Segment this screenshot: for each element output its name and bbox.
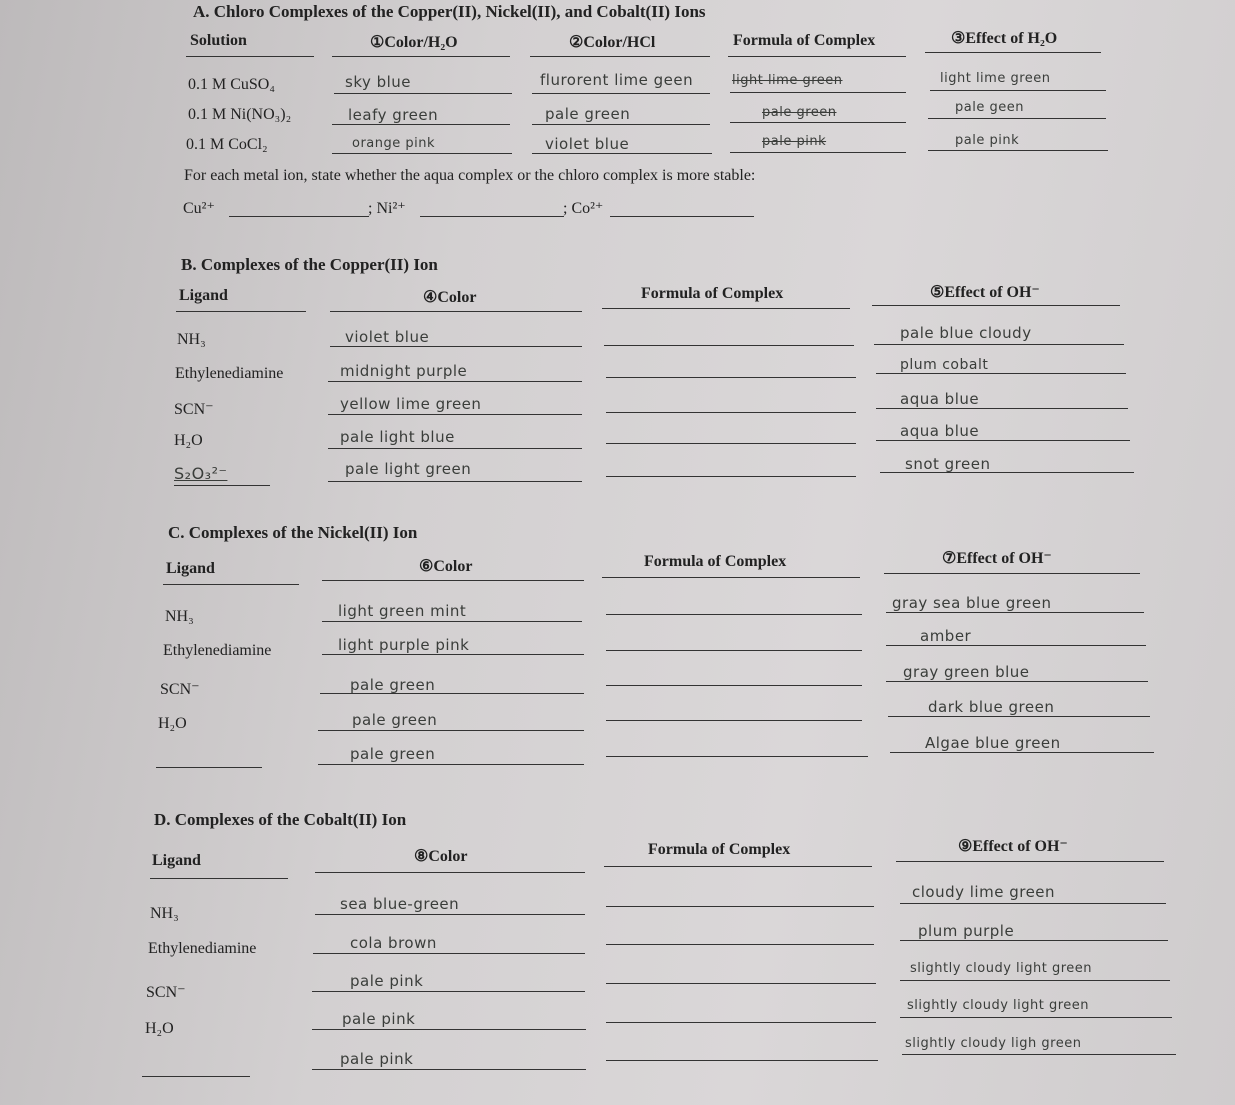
ligand-ethylenediamine: Ethylenediamine <box>163 642 272 659</box>
ligand-scn: SCN⁻ <box>160 681 200 698</box>
header-ligand: Ligand <box>166 560 215 577</box>
cu-scn-effect: aqua blue <box>900 390 980 408</box>
cuso4-color-h2o: sky blue <box>345 73 412 91</box>
cocl2-effect-h2o: pale pink <box>955 133 1020 148</box>
ligand-nh3: NH₃ <box>150 905 179 922</box>
cuso4-color-hcl: flurorent lime geen <box>540 71 694 89</box>
cu-s2o3-color: pale light green <box>345 460 472 478</box>
header-color: ⑧Color <box>414 848 468 865</box>
section-c-title: C. Complexes of the Nickel(II) Ion <box>168 523 418 542</box>
cocl2-color-hcl: violet blue <box>545 135 630 153</box>
cu-h2o-effect: aqua blue <box>900 422 980 440</box>
ni-blank-effect: Algae blue green <box>925 734 1061 752</box>
co-en-effect: plum purple <box>918 922 1015 940</box>
ligand-thiosulfate: S₂O₃²⁻ <box>174 464 228 483</box>
ligand-h2o: H₂O <box>158 715 187 732</box>
ni-h2o-color: pale green <box>352 711 438 729</box>
ni-blank-color: pale green <box>350 745 436 763</box>
header-effect-oh: ⑦Effect of OH⁻ <box>942 550 1052 567</box>
section-b-title: B. Complexes of the Copper(II) Ion <box>181 255 438 274</box>
co-h2o-effect: slightly cloudy light green <box>907 998 1090 1013</box>
cu-h2o-color: pale light blue <box>340 428 455 446</box>
ni-en-effect: amber <box>920 627 972 645</box>
co-blank-color: pale pink <box>340 1050 414 1068</box>
co-h2o-color: pale pink <box>342 1010 416 1028</box>
header-color: ④Color <box>423 289 477 306</box>
header-effect-oh: ⑤Effect of OH⁻ <box>930 284 1040 301</box>
ni-en-color: light purple pink <box>338 636 470 654</box>
cocl2-formula: pale pink <box>762 134 827 149</box>
ligand-h2o: H₂O <box>174 432 203 449</box>
ligand-ethylenediamine: Ethylenediamine <box>148 940 257 957</box>
ligand-nh3: NH₃ <box>165 608 194 625</box>
ligand-nh3: NH₃ <box>177 331 206 348</box>
stability-question: For each metal ion, state whether the aqua complex or the chloro complex is more stable: <box>184 167 756 184</box>
header-effect-oh: ⑨Effect of OH⁻ <box>958 838 1068 855</box>
ni-nh3-effect: gray sea blue green <box>892 594 1052 612</box>
ligand-scn: SCN⁻ <box>174 401 214 418</box>
cuso4-formula: light lime green <box>732 73 843 88</box>
co-en-color: cola brown <box>350 934 437 952</box>
ion-ni: ; Ni²⁺ <box>368 200 406 217</box>
ni-nh3-color: light green mint <box>338 602 467 620</box>
co-scn-color: pale pink <box>350 972 424 990</box>
nino3-color-h2o: leafy green <box>348 106 439 124</box>
co-nh3-effect: cloudy lime green <box>912 883 1056 901</box>
cu-scn-color: yellow lime green <box>340 395 482 413</box>
co-scn-effect: slightly cloudy light green <box>910 961 1093 976</box>
ion-cu: Cu²⁺ <box>183 200 215 217</box>
cocl2-color-h2o: orange pink <box>352 136 436 151</box>
ligand-ethylenediamine: Ethylenediamine <box>175 365 284 382</box>
cu-s2o3-effect: snot green <box>905 455 991 473</box>
cu-en-color: midnight purple <box>340 362 468 380</box>
header-formula: Formula of Complex <box>641 285 784 302</box>
ni-scn-color: pale green <box>350 676 436 694</box>
header-ligand: Ligand <box>179 287 228 304</box>
section-d-title: D. Complexes of the Cobalt(II) Ion <box>154 810 407 829</box>
cuso4-effect-h2o: light lime green <box>940 71 1051 86</box>
co-nh3-color: sea blue-green <box>340 895 460 913</box>
header-formula: Formula of Complex <box>644 553 787 570</box>
header-ligand: Ligand <box>152 852 201 869</box>
header-color-hcl: ②Color/HCl <box>569 34 656 51</box>
header-formula: Formula of Complex <box>733 32 876 49</box>
header-color: ⑥Color <box>419 558 473 575</box>
row-label-nino3: 0.1 M Ni(NO₃)₂ <box>188 106 292 123</box>
cu-nh3-color: violet blue <box>345 328 430 346</box>
ni-scn-effect: gray green blue <box>903 663 1030 681</box>
cu-nh3-effect: pale blue cloudy <box>900 324 1032 342</box>
ni-h2o-effect: dark blue green <box>928 698 1055 716</box>
ion-co: ; Co²⁺ <box>563 200 604 217</box>
header-effect-h2o: ③Effect of H₂O <box>951 30 1058 47</box>
nino3-effect-h2o: pale geen <box>955 100 1024 115</box>
section-a-title: A. Chloro Complexes of the Copper(II), Nickel(II), and Cobalt(II) Ions <box>193 2 706 21</box>
row-label-cocl2: 0.1 M CoCl₂ <box>186 136 268 153</box>
cu-en-effect: plum cobalt <box>900 357 989 373</box>
header-solution: Solution <box>190 32 247 49</box>
ligand-h2o: H₂O <box>145 1020 174 1037</box>
co-blank-effect: slightly cloudy ligh green <box>905 1036 1082 1051</box>
ligand-scn: SCN⁻ <box>146 984 186 1001</box>
header-formula: Formula of Complex <box>648 841 791 858</box>
nino3-formula: pale green <box>762 105 837 120</box>
nino3-color-hcl: pale green <box>545 105 631 123</box>
row-label-cuso4: 0.1 M CuSO₄ <box>188 76 275 93</box>
header-color-h2o: ①Color/H₂O <box>370 34 458 51</box>
